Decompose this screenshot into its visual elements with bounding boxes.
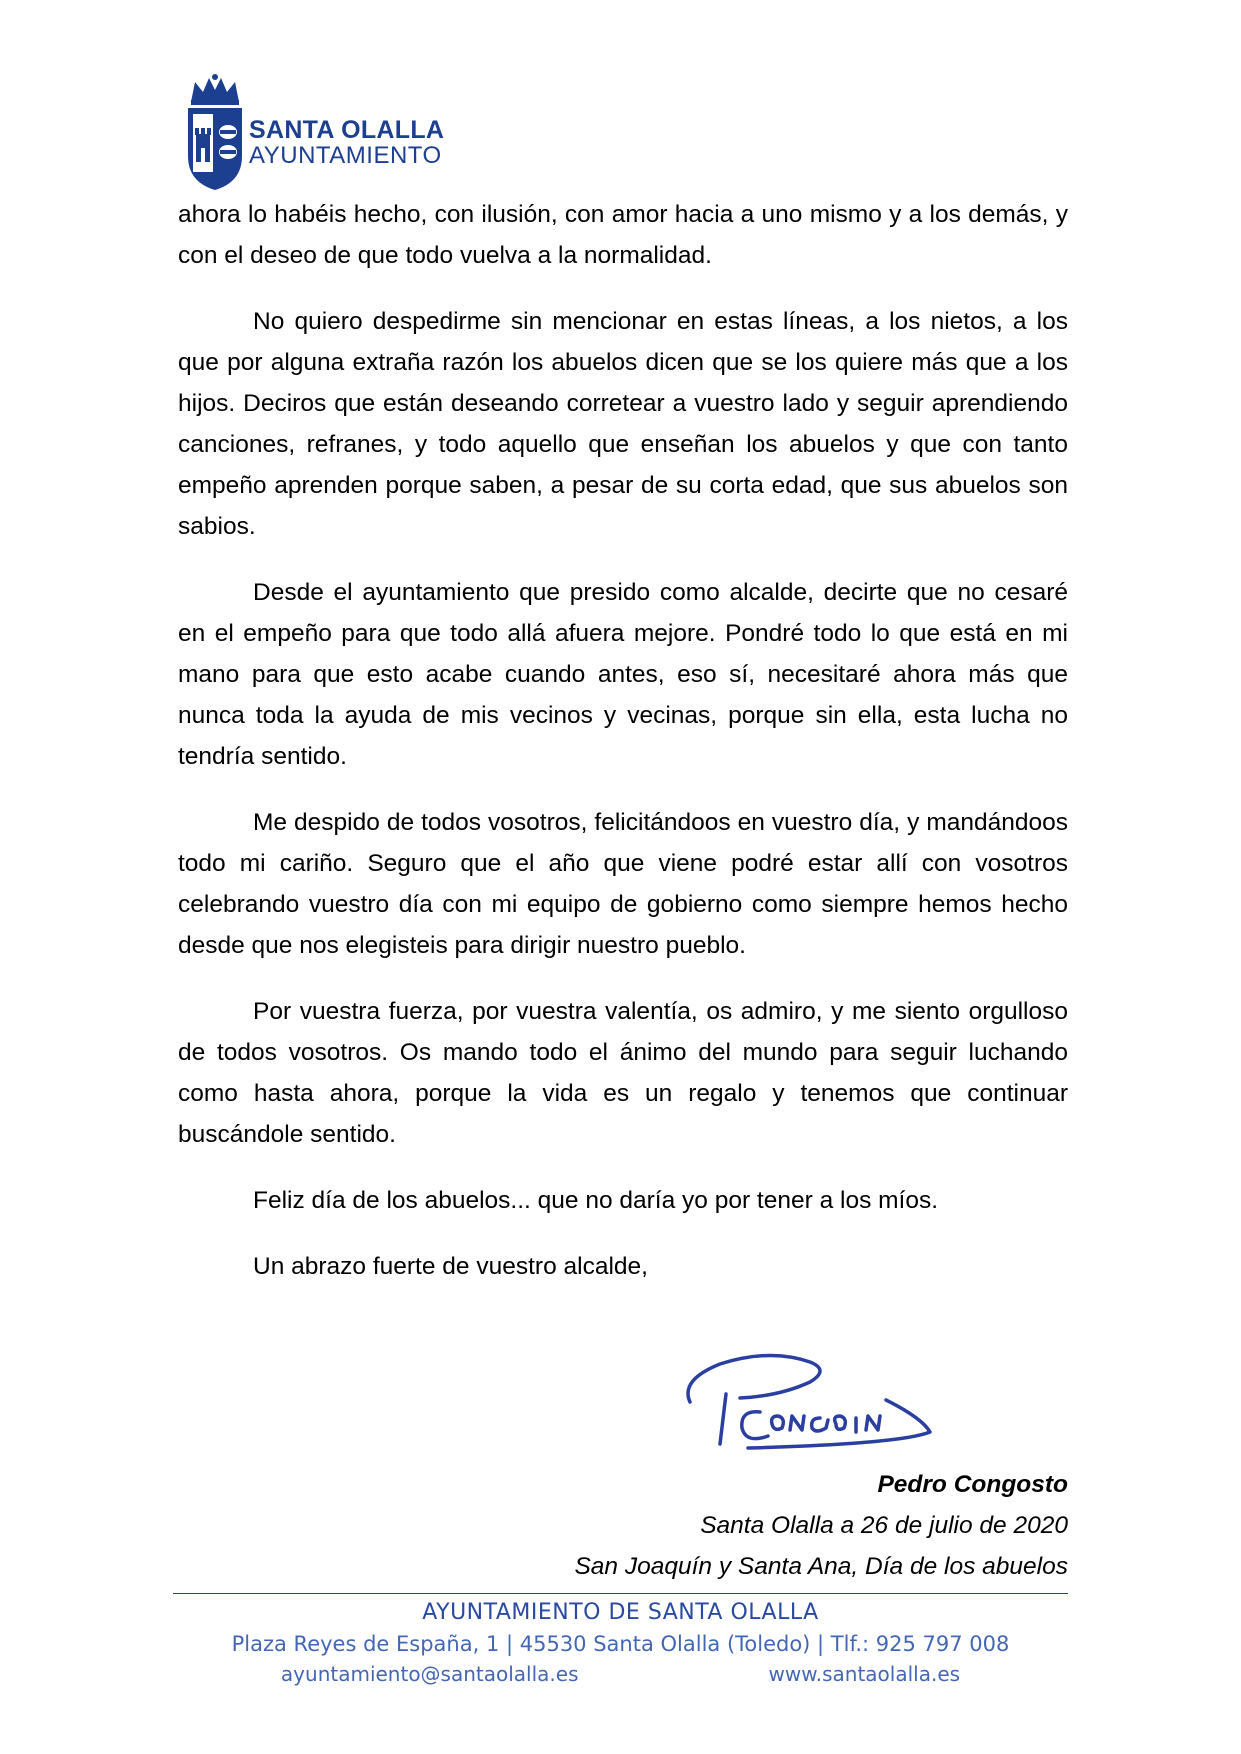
logo-name: SANTA OLALLA (249, 116, 445, 144)
footer-website: www.santaolalla.es (768, 1662, 961, 1686)
paragraph-3: Desde el ayuntamiento que presido como alcalde, decirte que no cesaré en el empeño para que todo allá afuera mejore. Pondré todo lo que está en mi mano para que esto acabe cuando antes, eso sí, necesitaré ahora más que nunca toda la ayuda de mis vecinos y vecinas, porque sin ella, esta lucha no tendría sentido. (178, 579, 1068, 770)
logo-subtitle: AYUNTAMIENTO (249, 142, 442, 169)
coat-of-arms-icon (185, 74, 245, 192)
paragraph-6: Feliz día de los abuelos... que no daría yo por tener a los míos. (253, 1187, 939, 1214)
footer-organization: AYUNTAMIENTO DE SANTA OLALLA (422, 1600, 819, 1625)
letter-body (178, 194, 1068, 1287)
footer-contact (0, 1662, 1241, 1686)
footer-divider (173, 1593, 1068, 1594)
paragraph-7: Un abrazo fuerte de vuestro alcalde, (253, 1253, 648, 1280)
footer-email: ayuntamiento@santaolalla.es (280, 1662, 579, 1686)
place-date: Santa Olalla a 26 de julio de 2020 (700, 1512, 1068, 1539)
paragraph-4: Me despido de todos vosotros, felicitándoos en vuestro día, y mandándoos todo mi cariño. Seguro que el año que viene podré estar allí con vosotros celebrando vuestro día con mi equipo de gobierno como siempre hemos hecho desde que nos elegisteis para dirigir nuestro pueblo. (178, 809, 1068, 959)
signer-name: Pedro Congosto (877, 1471, 1068, 1498)
handwritten-signature (660, 1340, 1060, 1470)
footer-address: Plaza Reyes de España, 1 | 45530 Santa Olalla (Toledo) | Tlf.: 925 797 008 (231, 1632, 1010, 1656)
paragraph-1: ahora lo habéis hecho, con ilusión, con amor hacia a uno mismo y a los demás, y con el deseo de que todo vuelva a la normalidad. (178, 201, 1068, 269)
paragraph-5: Por vuestra fuerza, por vuestra valentía, os admiro, y me siento orgulloso de todos vosotros. Os mando todo el ánimo del mundo para seguir luchando como hasta ahora, porque la vida es un regalo y tenemos que continuar buscándole sentido. (178, 998, 1068, 1148)
paragraph-2: No quiero despedirme sin mencionar en estas líneas, a los nietos, a los que por alguna extraña razón los abuelos dicen que se los quiere más que a los hijos. Deciros que están deseando corretear a vuestro lado y seguir aprendiendo canciones, refranes, y todo aquello que enseñan los abuelos y que con tanto empeño aprenden porque saben, a pesar de su corta edad, que sus abuelos son sabios. (178, 308, 1068, 540)
municipal-logo (185, 74, 445, 192)
feast-day: San Joaquín y Santa Ana, Día de los abuelos (574, 1553, 1068, 1580)
